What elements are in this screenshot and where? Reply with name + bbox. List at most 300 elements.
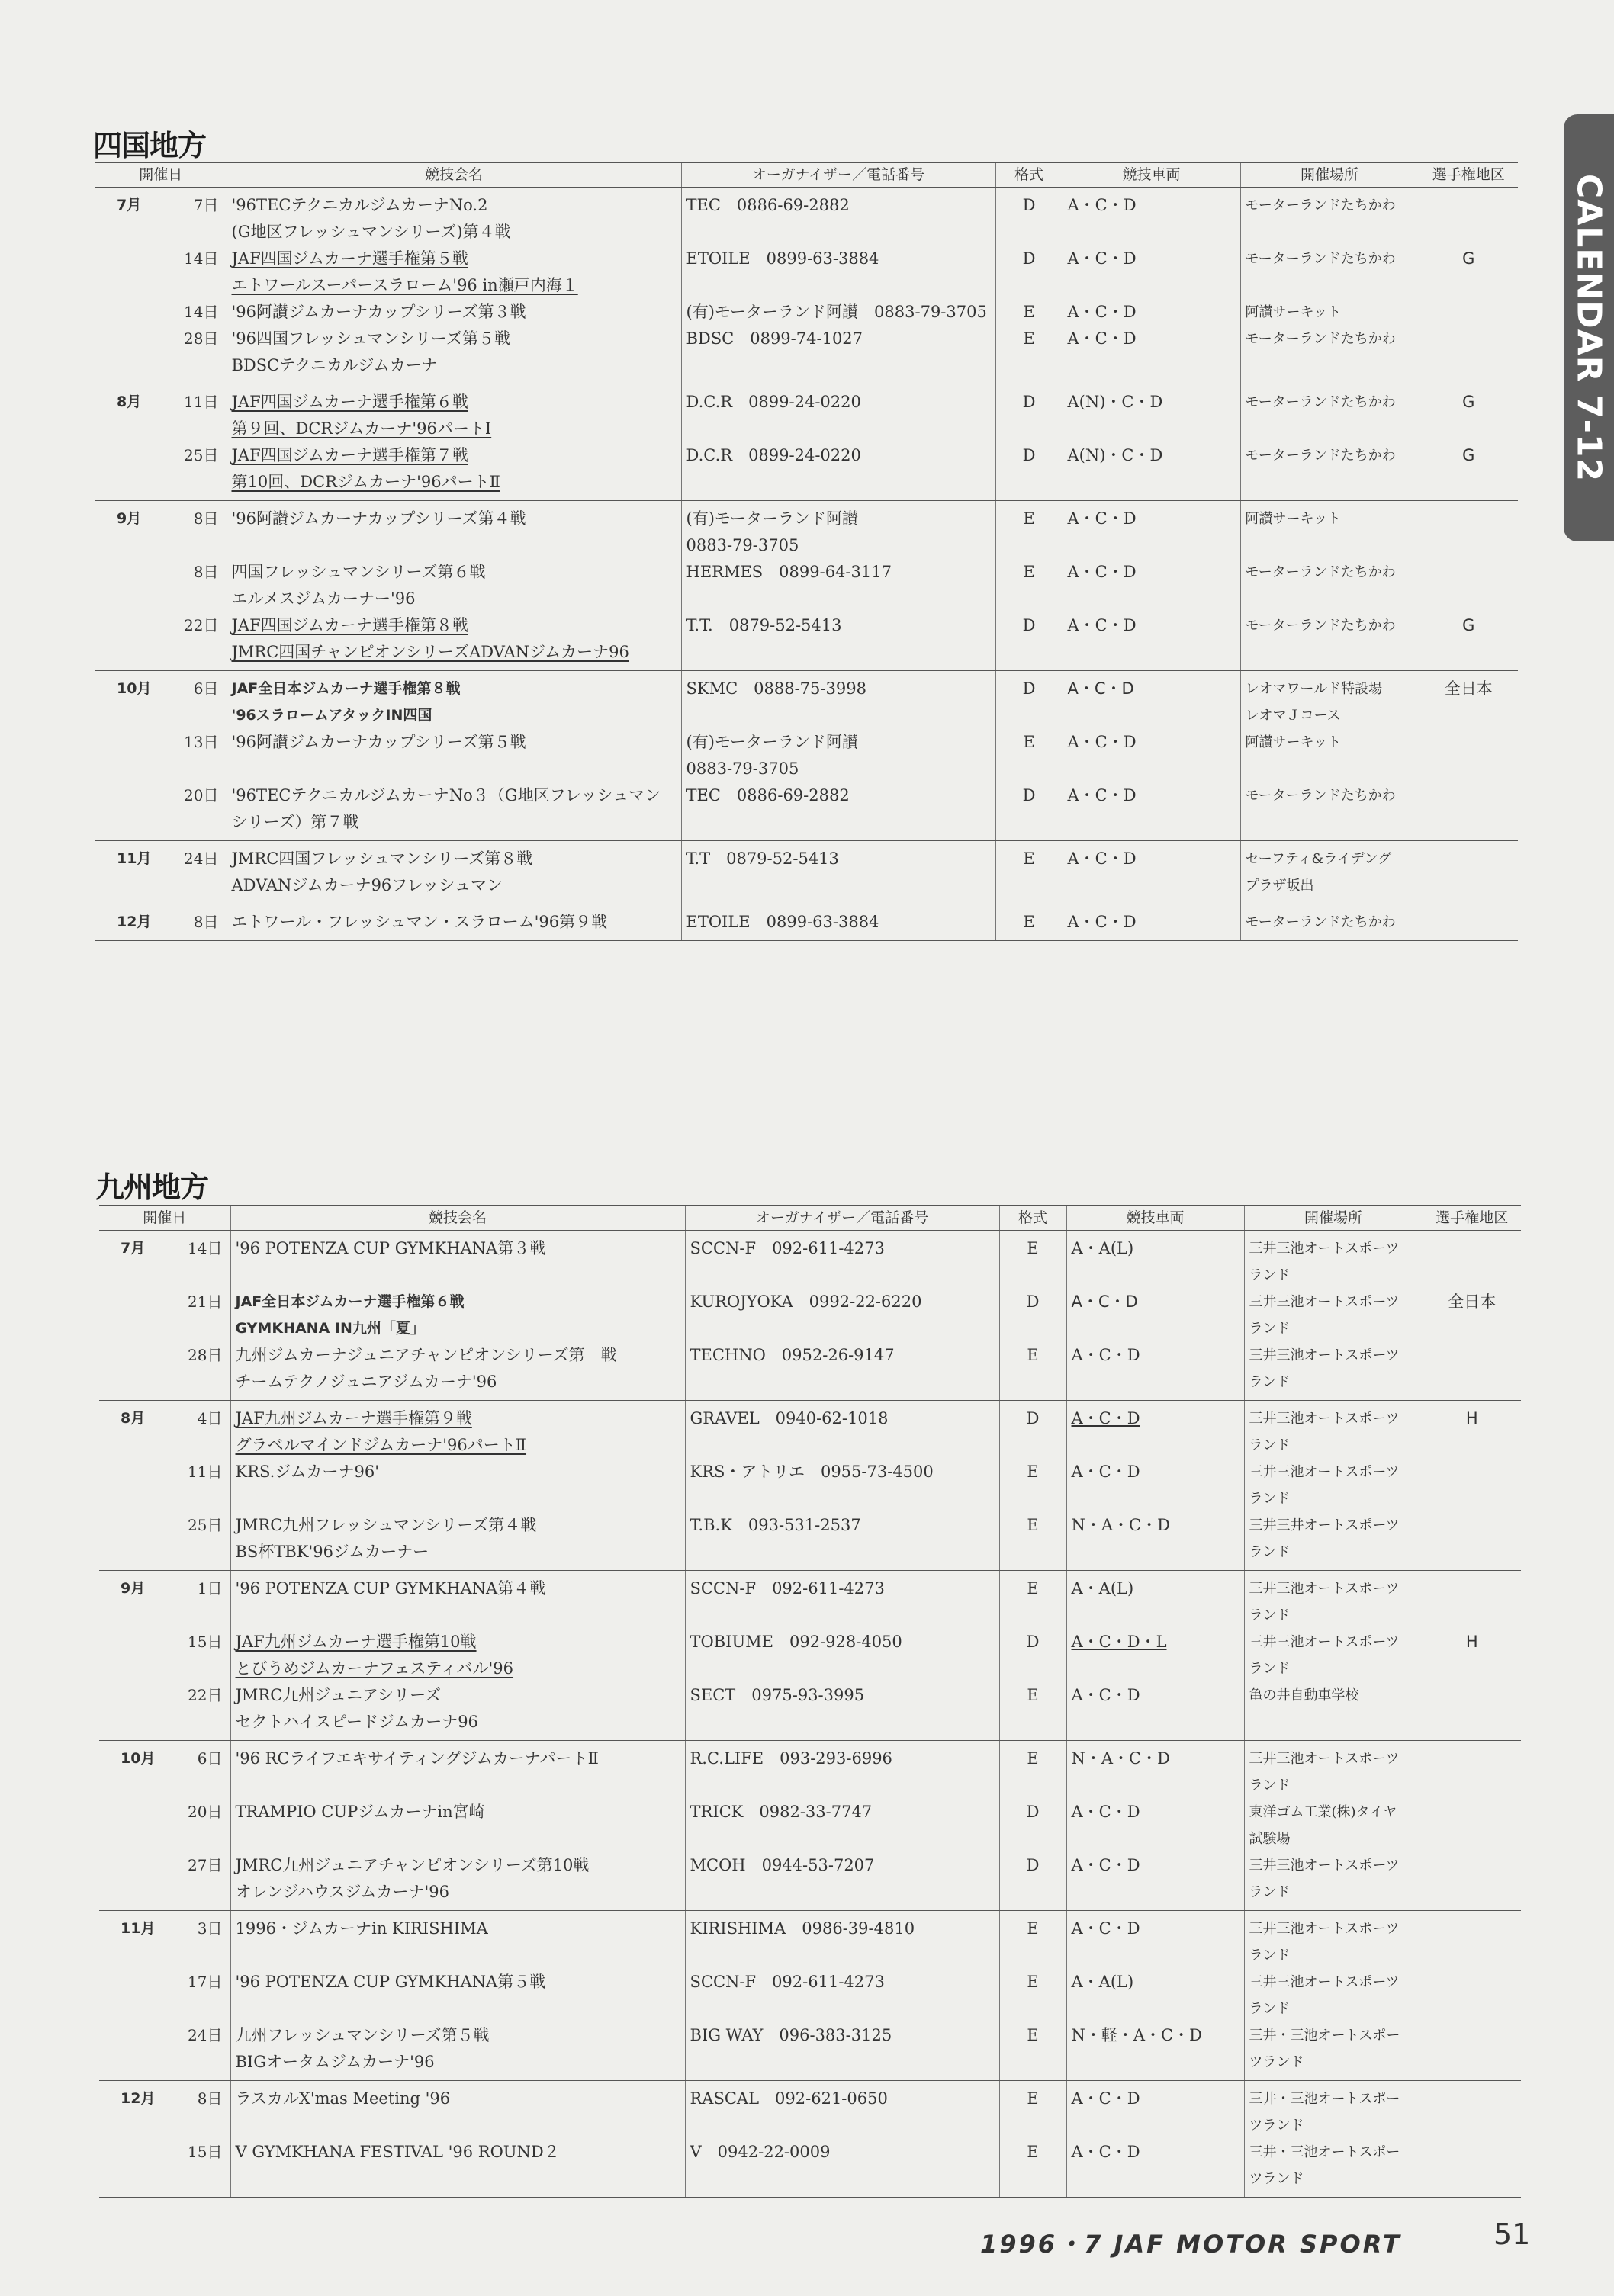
venue-cell xyxy=(1244,2022,1423,2081)
date-cell xyxy=(95,559,227,612)
venue-cell xyxy=(1244,1969,1423,2022)
vehicle-class-cell: A・C・D xyxy=(1066,1289,1244,1342)
calendar-table-shikoku xyxy=(95,162,1518,941)
event-name-cell xyxy=(230,1629,685,1682)
date-cell xyxy=(95,782,227,841)
table-row xyxy=(95,612,1518,671)
event-name-line: (G地区フレッシュマンシリーズ)第４戦 xyxy=(231,223,511,241)
event-name-cell xyxy=(230,1289,685,1342)
format-cell: E xyxy=(999,1741,1066,1800)
event-name-cell xyxy=(230,2139,685,2198)
championship-region-cell xyxy=(1419,904,1518,941)
date-cell xyxy=(99,1852,230,1911)
organizer-cell xyxy=(685,1459,999,1512)
organizer-line: BDSC 0899-74-1027 xyxy=(686,329,863,348)
format-cell: D xyxy=(999,1799,1066,1852)
format-cell: D xyxy=(995,384,1063,443)
venue-cell xyxy=(1240,326,1419,384)
venue-cell xyxy=(1244,1799,1423,1852)
organizer-cell xyxy=(681,326,995,384)
championship-region-cell xyxy=(1423,1231,1521,1289)
venue-line: ツランド xyxy=(1249,2118,1304,2134)
day-label: 3日 xyxy=(197,1919,223,1938)
venue-cell xyxy=(1244,1629,1423,1682)
date-cell xyxy=(95,729,227,782)
event-name-line: '96阿讃ジムカーナカップシリーズ第４戦 xyxy=(231,509,526,528)
venue-cell xyxy=(1244,2139,1423,2198)
day-label: 27日 xyxy=(188,1856,223,1874)
event-date xyxy=(104,1682,226,1709)
venue-cell xyxy=(1244,2081,1423,2140)
event-name-cell xyxy=(230,1512,685,1571)
venue-line: 三井三池オートスポーツ xyxy=(1249,1974,1400,1990)
event-name-cell xyxy=(230,1231,685,1289)
date-cell xyxy=(99,1682,230,1741)
venue-line: 三井三池オートスポーツ xyxy=(1249,1294,1400,1310)
vehicle-class-cell: A・C・D xyxy=(1066,1342,1244,1401)
venue-cell xyxy=(1240,904,1419,941)
organizer-line: SECT 0975-93-3995 xyxy=(690,1686,865,1704)
date-cell xyxy=(95,188,227,246)
event-name-line: '96阿讃ジムカーナカップシリーズ第３戦 xyxy=(231,303,526,321)
organizer-line: GRAVEL 0940-62-1018 xyxy=(690,1409,889,1427)
table-row xyxy=(99,1571,1521,1630)
vehicle-class-cell: A・C・D xyxy=(1063,188,1240,246)
event-date xyxy=(100,326,222,352)
venue-line: 阿讃サーキット xyxy=(1245,304,1342,320)
event-name-line: 九州ジムカーナジュニアチャンピオンシリーズ第 戦 xyxy=(235,1346,617,1364)
format-cell: D xyxy=(999,1289,1066,1342)
venue-line: ランド xyxy=(1249,1884,1291,1900)
table-row xyxy=(95,326,1518,384)
championship-region-cell xyxy=(1423,1459,1521,1512)
event-name-cell xyxy=(227,326,681,384)
event-name-line: JMRC九州ジュニアシリーズ xyxy=(235,1686,441,1704)
organizer-line: KIRISHIMA 0986-39-4810 xyxy=(690,1919,915,1938)
table-row xyxy=(99,1512,1521,1571)
date-cell xyxy=(99,2081,230,2140)
column-header: 選手権地区 xyxy=(1423,1206,1521,1231)
format-cell: E xyxy=(995,299,1063,326)
date-cell xyxy=(95,841,227,904)
venue-line: 三井三井オートスポーツ xyxy=(1249,1517,1400,1533)
event-date xyxy=(104,1745,226,1772)
format-cell: E xyxy=(999,1459,1066,1512)
day-label: 20日 xyxy=(184,786,219,804)
event-date xyxy=(100,846,222,872)
vehicle-class-cell: A・C・D xyxy=(1066,1799,1244,1852)
organizer-line: T.T 0879-52-5413 xyxy=(686,849,839,868)
date-cell xyxy=(95,384,227,443)
event-name-line: ラスカルX'mas Meeting '96 xyxy=(235,2089,451,2108)
date-cell xyxy=(99,1629,230,1682)
event-name-line: KRS.ジムカーナ96' xyxy=(235,1463,379,1481)
venue-cell xyxy=(1240,384,1419,443)
event-date xyxy=(104,1852,226,1879)
format-cell: D xyxy=(995,246,1063,299)
championship-region-cell xyxy=(1423,1911,1521,1970)
table-row xyxy=(99,1852,1521,1911)
venue-cell xyxy=(1244,1911,1423,1970)
organizer-cell xyxy=(685,1799,999,1852)
event-date xyxy=(104,1575,226,1602)
column-header: 開催日 xyxy=(95,162,227,188)
organizer-cell xyxy=(681,841,995,904)
vehicle-class-cell: A・C・D xyxy=(1063,612,1240,671)
column-header: 競技車両 xyxy=(1063,162,1240,188)
organizer-line: D.C.R 0899-24-0220 xyxy=(686,393,861,411)
venue-cell xyxy=(1240,559,1419,612)
vehicle-class-cell: A・C・D xyxy=(1063,501,1240,560)
organizer-line: KRS・アトリエ 0955-73-4500 xyxy=(690,1463,934,1481)
month-label: 12月 xyxy=(117,914,152,930)
table-row xyxy=(95,442,1518,501)
event-name-cell xyxy=(227,299,681,326)
column-header: 格式 xyxy=(999,1206,1066,1231)
date-cell xyxy=(99,2022,230,2081)
event-date xyxy=(104,2139,226,2166)
date-cell xyxy=(99,1571,230,1630)
table-row xyxy=(99,1231,1521,1289)
month-label: 12月 xyxy=(121,2090,156,2107)
vehicle-class-cell: A・C・D xyxy=(1063,299,1240,326)
vehicle-class-cell: A・C・D xyxy=(1063,841,1240,904)
venue-line: 三井三池オートスポーツ xyxy=(1249,1858,1400,1874)
vehicle-class-cell: A(N)・C・D xyxy=(1063,384,1240,443)
organizer-line: (有)モーターランド阿讃 0883-79-3705 xyxy=(686,303,987,321)
vehicle-class-cell: A・A(L) xyxy=(1066,1571,1244,1630)
month-label: 10月 xyxy=(117,680,152,697)
venue-line: 試験場 xyxy=(1249,1831,1291,1847)
event-name-line: GYMKHANA IN九州「夏」 xyxy=(235,1320,425,1337)
event-name-line: エトワールスーパースラローム'96 in瀬戸内海１ xyxy=(231,276,578,294)
vehicle-class-cell: A・C・D xyxy=(1066,1852,1244,1911)
event-name-line: BDSCテクニカルジムカーナ xyxy=(231,356,438,374)
organizer-cell xyxy=(685,1682,999,1741)
venue-line: 三井三池オートスポーツ xyxy=(1249,1751,1400,1767)
day-label: 4日 xyxy=(197,1409,223,1427)
organizer-cell xyxy=(681,782,995,841)
venue-line: レオマＪコース xyxy=(1245,708,1341,724)
date-cell xyxy=(95,299,227,326)
event-date xyxy=(100,782,222,809)
organizer-cell xyxy=(681,384,995,443)
event-name-line: 1996・ジムカーナin KIRISHIMA xyxy=(235,1919,488,1938)
organizer-line: T.T. 0879-52-5413 xyxy=(686,616,842,634)
event-date xyxy=(104,1512,226,1539)
championship-region-cell: 全日本 xyxy=(1419,671,1518,730)
date-cell xyxy=(99,1231,230,1289)
event-name-line: JAF全日本ジムカーナ選手権第６戦 xyxy=(235,1293,465,1310)
day-label: 8日 xyxy=(197,2089,223,2108)
date-cell xyxy=(95,246,227,299)
date-cell xyxy=(95,442,227,501)
championship-region-cell xyxy=(1423,2139,1521,2198)
event-name-cell xyxy=(227,442,681,501)
championship-region-cell: G xyxy=(1419,442,1518,501)
table-row xyxy=(95,559,1518,612)
table-row xyxy=(99,1289,1521,1342)
organizer-line: (有)モーターランド阿讃 xyxy=(686,509,859,528)
organizer-line: ETOILE 0899-63-3884 xyxy=(686,913,879,931)
event-name-line: JMRC九州フレッシュマンシリーズ第４戦 xyxy=(235,1516,537,1534)
organizer-cell xyxy=(681,246,995,299)
venue-line: モーターランドたちかわ xyxy=(1245,914,1396,930)
event-date xyxy=(100,729,222,756)
table-row xyxy=(95,299,1518,326)
day-label: 14日 xyxy=(184,249,219,268)
championship-region-cell xyxy=(1423,2022,1521,2081)
venue-cell xyxy=(1240,841,1419,904)
event-name-line: '96TECテクニカルジムカーナNo.2 xyxy=(231,196,488,214)
day-label: 8日 xyxy=(193,563,219,581)
venue-line: ランド xyxy=(1249,1948,1291,1964)
championship-region-cell xyxy=(1423,2081,1521,2140)
championship-region-cell xyxy=(1419,559,1518,612)
day-label: 11日 xyxy=(188,1463,223,1481)
format-cell: E xyxy=(999,1682,1066,1741)
venue-line: 三井三池オートスポーツ xyxy=(1249,1347,1400,1363)
venue-cell xyxy=(1244,1289,1423,1342)
championship-region-cell xyxy=(1419,841,1518,904)
event-name-cell xyxy=(227,501,681,560)
event-name-line: チームテクノジュニアジムカーナ'96 xyxy=(235,1373,497,1391)
organizer-cell xyxy=(681,559,995,612)
format-cell: D xyxy=(995,782,1063,841)
venue-line: 三井三池オートスポーツ xyxy=(1249,1411,1400,1427)
date-cell xyxy=(95,671,227,730)
event-name-line: オレンジハウスジムカーナ'96 xyxy=(235,1883,450,1901)
event-name-cell xyxy=(227,729,681,782)
event-name-line: JAF四国ジムカーナ選手権第８戦 xyxy=(231,616,468,634)
event-name-line: JAF四国ジムカーナ選手権第５戦 xyxy=(231,249,468,268)
event-name-cell xyxy=(230,1401,685,1459)
venue-cell xyxy=(1240,671,1419,730)
championship-region-cell xyxy=(1423,1571,1521,1630)
event-date xyxy=(104,1289,226,1315)
day-label: 1日 xyxy=(197,1579,223,1598)
event-date xyxy=(100,676,222,702)
event-date xyxy=(104,2086,226,2112)
organizer-cell xyxy=(685,1629,999,1682)
event-date xyxy=(100,389,222,416)
month-label: 7月 xyxy=(121,1240,146,1257)
footer-magazine-title: 1996・7 JAF MOTOR SPORT xyxy=(980,2230,1402,2259)
organizer-line: D.C.R 0899-24-0220 xyxy=(686,446,861,464)
event-name-line: '96 POTENZA CUP GYMKHANA第５戦 xyxy=(235,1973,546,1991)
venue-line: 三井三池オートスポーツ xyxy=(1249,1581,1400,1597)
organizer-line: HERMES 0899-64-3117 xyxy=(686,563,892,581)
venue-line: ランド xyxy=(1249,2001,1291,2017)
venue-line: 三井三池オートスポーツ xyxy=(1249,1921,1400,1937)
venue-cell xyxy=(1244,1401,1423,1459)
venue-line: モーターランドたちかわ xyxy=(1245,564,1396,580)
column-header: 競技車両 xyxy=(1066,1206,1244,1231)
event-date xyxy=(104,1459,226,1485)
organizer-cell xyxy=(685,1401,999,1459)
column-header: オーガナイザー／電話番号 xyxy=(681,162,995,188)
organizer-line: R.C.LIFE 093-293-6996 xyxy=(690,1749,892,1768)
date-cell xyxy=(95,326,227,384)
month-label: 11月 xyxy=(121,1920,156,1937)
venue-line: ランド xyxy=(1249,1544,1291,1560)
day-label: 25日 xyxy=(188,1516,223,1534)
organizer-line: SCCN-F 092-611-4273 xyxy=(690,1973,885,1991)
organizer-cell xyxy=(685,1911,999,1970)
organizer-line: SKMC 0888-75-3998 xyxy=(686,679,866,698)
championship-region-cell xyxy=(1423,1852,1521,1911)
column-header: 開催場所 xyxy=(1240,162,1419,188)
month-label: 11月 xyxy=(117,850,152,867)
table-row xyxy=(99,1741,1521,1800)
championship-region-cell xyxy=(1423,1512,1521,1571)
format-cell: D xyxy=(995,671,1063,730)
venue-line: モーターランドたちかわ xyxy=(1245,618,1396,634)
venue-line: モーターランドたちかわ xyxy=(1245,788,1396,804)
organizer-cell xyxy=(685,1571,999,1630)
vehicle-class-cell: N・A・C・D xyxy=(1066,1512,1244,1571)
venue-line: セーフティ&ライデング xyxy=(1245,851,1392,867)
vehicle-class-cell: A・C・D xyxy=(1063,671,1240,730)
event-name-line: TRAMPIO CUPジムカーナin宮崎 xyxy=(235,1803,485,1821)
event-date xyxy=(100,246,222,272)
championship-region-cell xyxy=(1423,1682,1521,1741)
venue-line: モーターランドたちかわ xyxy=(1245,394,1396,410)
event-date xyxy=(104,1969,226,1996)
day-label: 15日 xyxy=(188,1633,223,1651)
table-row xyxy=(95,188,1518,246)
table-row xyxy=(99,1629,1521,1682)
venue-line: モーターランドたちかわ xyxy=(1245,197,1396,214)
organizer-cell xyxy=(681,671,995,730)
event-name-line: エトワール・フレッシュマン・スラローム'96第９戦 xyxy=(231,913,608,931)
format-cell: E xyxy=(995,904,1063,941)
championship-region-cell: H xyxy=(1423,1629,1521,1682)
month-label: 9月 xyxy=(117,510,142,527)
organizer-cell xyxy=(685,1852,999,1911)
venue-line: ランド xyxy=(1249,1777,1291,1793)
event-name-line: '96 POTENZA CUP GYMKHANA第４戦 xyxy=(235,1579,546,1598)
table-row xyxy=(99,1911,1521,1970)
venue-cell xyxy=(1244,1231,1423,1289)
vehicle-class-cell: A・C・D xyxy=(1063,904,1240,941)
date-cell xyxy=(99,1289,230,1342)
organizer-line: SCCN-F 092-611-4273 xyxy=(690,1579,885,1598)
organizer-cell xyxy=(681,299,995,326)
day-label: 8日 xyxy=(193,913,219,931)
date-cell xyxy=(99,1969,230,2022)
organizer-line: (有)モーターランド阿讃 xyxy=(686,733,859,751)
event-name-line: JAF四国ジムカーナ選手権第７戦 xyxy=(231,446,468,464)
event-date xyxy=(104,2022,226,2049)
date-cell xyxy=(99,1401,230,1459)
date-cell xyxy=(99,1512,230,1571)
table-row xyxy=(95,904,1518,941)
organizer-cell xyxy=(681,612,995,671)
venue-line: ランド xyxy=(1249,1267,1291,1283)
date-cell xyxy=(99,1911,230,1970)
format-cell: D xyxy=(995,612,1063,671)
organizer-line: MCOH 0944-53-7207 xyxy=(690,1856,875,1874)
vehicle-class-cell: A・C・D xyxy=(1063,729,1240,782)
event-name-line: グラベルマインドジムカーナ'96パートⅡ xyxy=(235,1436,527,1454)
organizer-cell xyxy=(681,501,995,560)
side-tab-label: CALENDAR 7-12 xyxy=(1569,173,1609,483)
event-name-cell xyxy=(230,1799,685,1852)
venue-line: 三井・三池オートスポー xyxy=(1249,2028,1400,2044)
date-cell xyxy=(99,1342,230,1401)
venue-line: 東洋ゴム工業(株)タイヤ xyxy=(1249,1804,1397,1820)
vehicle-class-cell: A・C・D xyxy=(1066,1459,1244,1512)
day-label: 14日 xyxy=(188,1239,223,1257)
championship-region-cell: 全日本 xyxy=(1423,1289,1521,1342)
day-label: 21日 xyxy=(188,1293,223,1311)
organizer-line: SCCN-F 092-611-4273 xyxy=(690,1239,885,1257)
championship-region-cell xyxy=(1419,782,1518,841)
vehicle-class-cell: A・A(L) xyxy=(1066,1231,1244,1289)
organizer-cell xyxy=(681,442,995,501)
event-name-line: JAF九州ジムカーナ選手権第９戦 xyxy=(235,1409,472,1427)
event-name-line: ADVANジムカーナ96フレッシュマン xyxy=(231,876,503,894)
format-cell: E xyxy=(999,1911,1066,1970)
vehicle-class-cell: N・A・C・D xyxy=(1066,1741,1244,1800)
event-date xyxy=(100,299,222,326)
event-name-cell xyxy=(227,904,681,941)
venue-cell xyxy=(1244,1741,1423,1800)
table-row xyxy=(99,1682,1521,1741)
date-cell xyxy=(99,1799,230,1852)
venue-cell xyxy=(1240,501,1419,560)
venue-cell xyxy=(1244,1512,1423,1571)
date-cell xyxy=(99,2139,230,2198)
event-date xyxy=(104,1799,226,1826)
venue-cell xyxy=(1240,299,1419,326)
calendar-side-tab xyxy=(1564,114,1614,541)
section-title-kyushu: 九州地方 xyxy=(95,1170,209,1204)
table-header-row xyxy=(95,162,1518,188)
format-cell: E xyxy=(995,501,1063,560)
table-row xyxy=(95,729,1518,782)
venue-line: モーターランドたちかわ xyxy=(1245,251,1396,267)
venue-line: モーターランドたちかわ xyxy=(1245,331,1396,347)
event-name-line: '96四国フレッシュマンシリーズ第５戦 xyxy=(231,329,510,348)
event-name-cell xyxy=(227,612,681,671)
championship-region-cell xyxy=(1423,1741,1521,1800)
event-name-line: とびうめジムカーナフェスティバル'96 xyxy=(235,1659,514,1678)
format-cell: E xyxy=(999,2022,1066,2081)
event-name-cell xyxy=(227,841,681,904)
column-header: 格式 xyxy=(995,162,1063,188)
day-label: 24日 xyxy=(184,849,219,868)
event-name-line: 四国フレッシュマンシリーズ第６戦 xyxy=(231,563,486,581)
column-header: 開催場所 xyxy=(1244,1206,1423,1231)
organizer-line: TECHNO 0952-26-9147 xyxy=(690,1346,895,1364)
vehicle-class-cell: A・C・D xyxy=(1063,246,1240,299)
format-cell: E xyxy=(995,559,1063,612)
vehicle-class-cell: A・C・D xyxy=(1066,2081,1244,2140)
event-date xyxy=(100,506,222,532)
organizer-line: 0883-79-3705 xyxy=(686,536,799,554)
format-cell: E xyxy=(999,1969,1066,2022)
venue-line: 亀の井自動車学校 xyxy=(1249,1687,1359,1704)
column-header: 競技会名 xyxy=(230,1206,685,1231)
venue-cell xyxy=(1240,246,1419,299)
venue-cell xyxy=(1244,1571,1423,1630)
championship-region-cell: H xyxy=(1423,1401,1521,1459)
championship-region-cell xyxy=(1419,299,1518,326)
format-cell: D xyxy=(999,1852,1066,1911)
event-name-line: BIGオータムジムカーナ'96 xyxy=(235,2053,435,2071)
